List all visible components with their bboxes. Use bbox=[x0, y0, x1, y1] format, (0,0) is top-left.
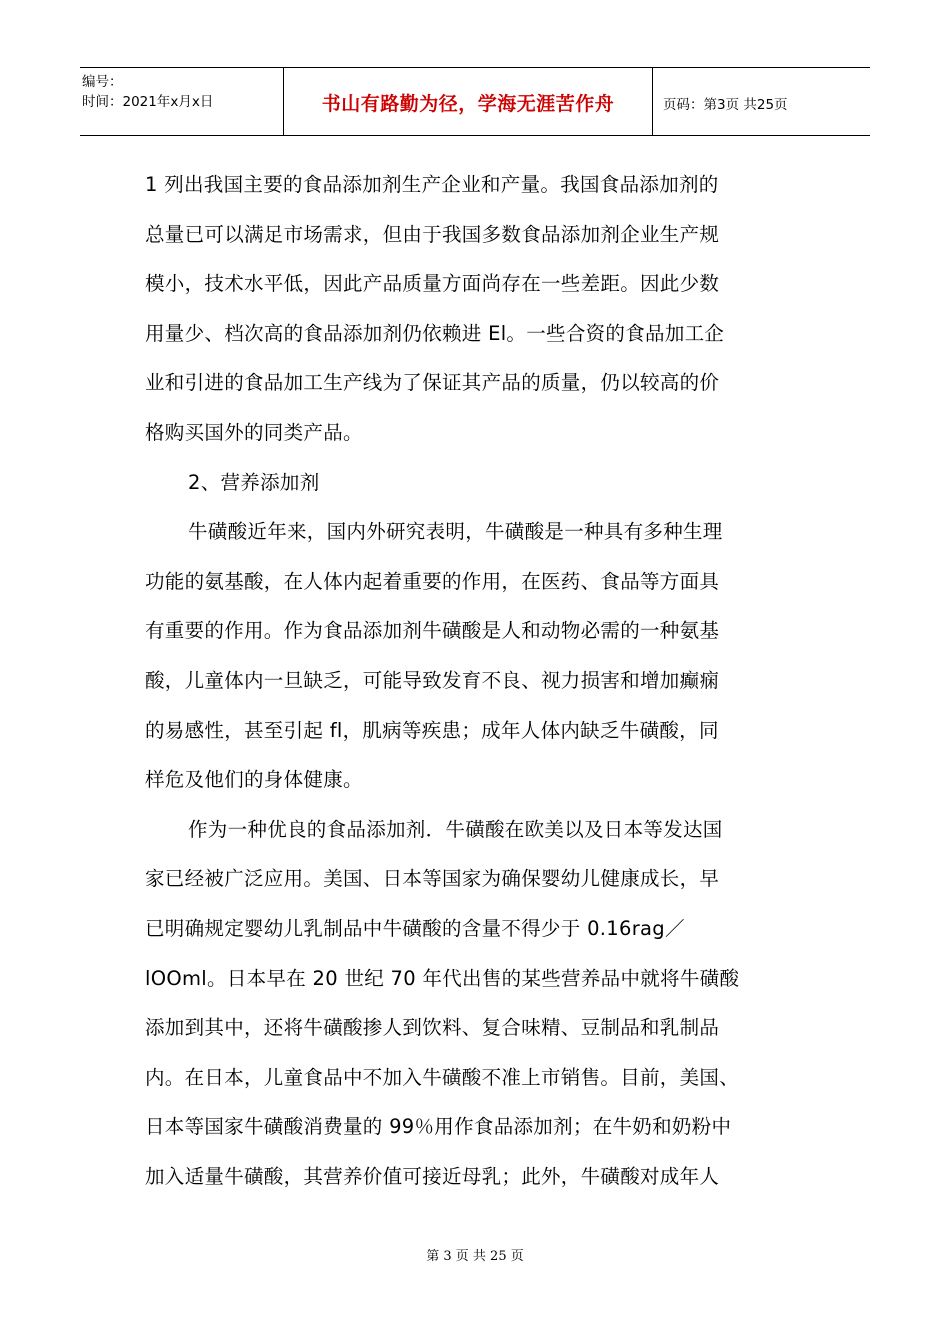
body-line: 格购买国外的同类产品。 bbox=[145, 420, 363, 444]
body-line: 总量已可以满足市场需求，但由于我国多数食品添加剂企业生产规 bbox=[145, 222, 720, 246]
body-line: 1 列出我国主要的食品添加剂生产企业和产量。我国食品添加剂的 bbox=[145, 173, 719, 196]
header-meta-cell bbox=[80, 68, 284, 135]
body-line: 家已经被广泛应用。美国、日本等国家为确保婴幼儿健康成长，早 bbox=[145, 867, 720, 891]
body-line: 作为一种优良的食品添加剂．牛磺酸在欧美以及日本等发达国 bbox=[188, 817, 723, 841]
header-motto-cell bbox=[284, 68, 653, 135]
document-date-label: 时间：2021年x月x日 bbox=[82, 94, 214, 110]
body-line: 加入适量牛磺酸，其营养价值可接近母乳；此外，牛磺酸对成年人 bbox=[145, 1164, 720, 1188]
section-heading: 2、营养添加剂 bbox=[188, 470, 320, 494]
header-motto: 书山有路勤为径，学海无涯苦作舟 bbox=[321, 93, 615, 115]
body-line: 用量少、档次高的食品添加剂仍依赖进 El。一些合资的食品加工企 bbox=[145, 321, 725, 345]
body-line: 内。在日本，儿童食品中不加入牛磺酸不准上市销售。目前，美国、 bbox=[145, 1065, 740, 1089]
document-header bbox=[80, 67, 870, 136]
footer-page-number: 第 3 页 共 25 页 bbox=[426, 1249, 524, 1264]
header-page-cell bbox=[653, 68, 870, 135]
document-body bbox=[145, 160, 810, 1201]
body-line: 酸，儿童体内一旦缺乏，可能导致发育不良、视力损害和增加癫痫 bbox=[145, 668, 720, 692]
body-line: 业和引进的食品加工生产线为了保证其产品的质量，仍以较高的价 bbox=[145, 371, 720, 395]
body-line: 日本等国家牛磺酸消费量的 99％用作食品添加剂；在牛奶和奶粉中 bbox=[145, 1115, 732, 1139]
body-line: 有重要的作用。作为食品添加剂牛磺酸是人和动物必需的一种氨基 bbox=[145, 619, 720, 643]
body-line: 牛磺酸近年来，国内外研究表明，牛磺酸是一种具有多种生理 bbox=[188, 520, 723, 544]
body-line: 模小，技术水平低，因此产品质量方面尚存在一些差距。因此少数 bbox=[145, 272, 720, 296]
page-footer bbox=[0, 1245, 950, 1264]
body-line: 添加到其中，还将牛磺酸掺人到饮料、复合味精、豆制品和乳制品 bbox=[145, 1016, 720, 1040]
body-line: lOOml。日本早在 20 世纪 70 年代出售的某些营养品中就将牛磺酸 bbox=[145, 966, 740, 990]
body-line: 样危及他们的身体健康。 bbox=[145, 768, 363, 792]
body-line: 已明确规定婴幼儿乳制品中牛磺酸的含量不得少于 0.16rag／ bbox=[145, 916, 685, 940]
body-line: 的易感性，甚至引起 fl，肌病等疾患；成年人体内缺乏牛磺酸，同 bbox=[145, 718, 719, 742]
document-number-label: 编号： bbox=[82, 74, 123, 90]
header-page-info: 页码：第3页 共25页 bbox=[663, 96, 788, 113]
body-line: 功能的氨基酸，在人体内起着重要的作用，在医药、食品等方面具 bbox=[145, 569, 720, 593]
